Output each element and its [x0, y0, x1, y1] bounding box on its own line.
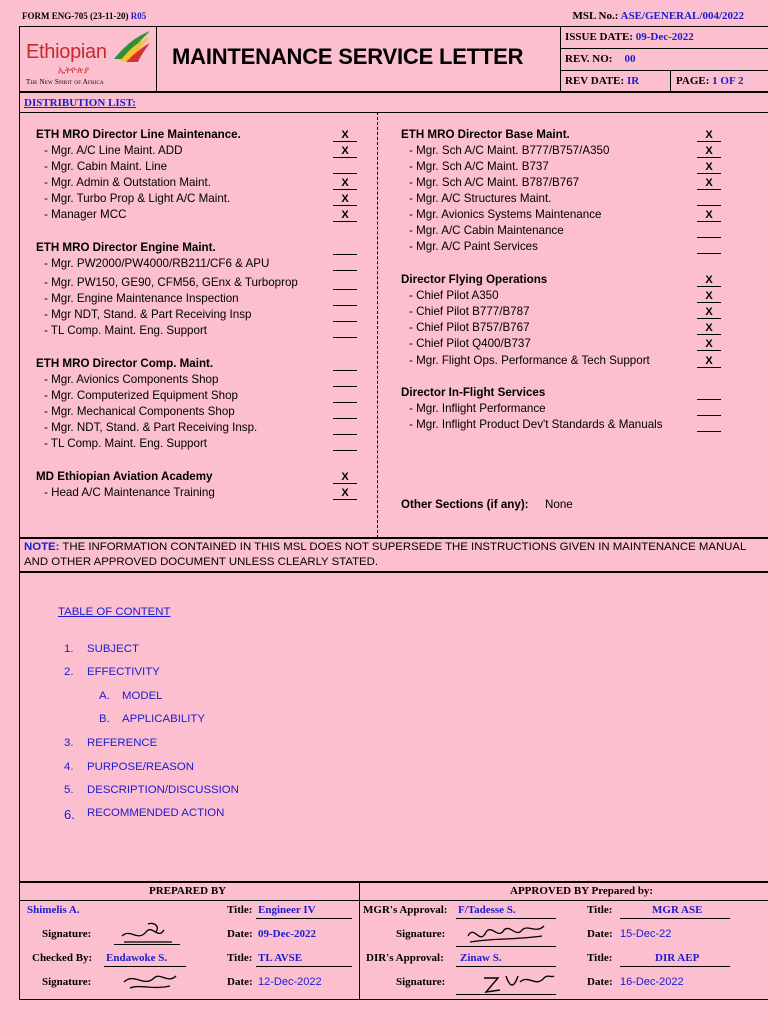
distribution-item: - Mgr. A/C Cabin Maintenance — [409, 224, 564, 237]
distribution-item: - Mgr. Sch A/C Maint. B787/B767 — [409, 176, 580, 189]
toc-item-number: A. — [99, 690, 110, 702]
toc-item[interactable]: MODEL — [122, 690, 163, 702]
mgr-title: MGR ASE — [652, 904, 703, 916]
checked-by-label: Checked By: — [32, 952, 93, 964]
distribution-item: - Chief Pilot Q400/B737 — [409, 337, 531, 350]
mgr-date-label: Date: — [587, 928, 613, 940]
distribution-mark: X — [697, 338, 721, 351]
toc-title: TABLE OF CONTENT — [58, 606, 171, 618]
content-frame — [19, 572, 768, 882]
distribution-mark — [697, 403, 721, 416]
distribution-mark: X — [697, 290, 721, 303]
distribution-item: - Chief Pilot B777/B787 — [409, 305, 530, 318]
mgr-date: 15-Dec-22 — [620, 928, 672, 940]
dir-date-label: Date: — [587, 976, 613, 988]
distribution-item: - Mgr. Avionics Components Shop — [44, 373, 219, 386]
distribution-item: - Mgr. Avionics Systems Maintenance — [409, 208, 602, 221]
preparer-name: Shimelis A. — [27, 904, 80, 916]
distribution-item: - Mgr. NDT, Stand. & Part Receiving Insp. — [44, 421, 258, 434]
distribution-mark: X — [333, 471, 357, 484]
checker-signature-icon — [120, 968, 180, 999]
distribution-mark — [697, 193, 721, 206]
logo-tagline: The New Spirit of Africa — [26, 78, 104, 86]
toc-item-number: B. — [99, 713, 110, 725]
logo-amharic: ኢትዮጵያ — [58, 65, 90, 75]
toc-item[interactable]: PURPOSE/REASON — [87, 761, 194, 773]
distribution-item: - Mgr NDT, Stand. & Part Receiving Insp — [44, 308, 252, 321]
distribution-item: - Mgr. Engine Maintenance Inspection — [44, 292, 239, 305]
distribution-item: - Mgr. PW2000/PW4000/RB211/CF6 & APU — [44, 257, 270, 270]
checker-title: TL AVSE — [258, 952, 303, 964]
distribution-mark: X — [333, 193, 357, 206]
distribution-mark: X — [697, 145, 721, 158]
prepared-by-header: PREPARED BY — [149, 885, 227, 897]
distribution-mark — [697, 387, 721, 400]
toc-item-number: 5. — [64, 784, 74, 796]
distribution-item: - Mgr. Sch A/C Maint. B737 — [409, 160, 549, 173]
distribution-item: - Mgr. Inflight Product Dev't Standards & Manuals — [409, 418, 663, 431]
toc-item-number: 3. — [64, 737, 74, 749]
distribution-item: - Mgr. A/C Paint Services — [409, 240, 538, 253]
distribution-mark — [697, 225, 721, 238]
toc-item[interactable]: APPLICABILITY — [122, 713, 205, 725]
distribution-mark — [333, 242, 357, 255]
dir-date: 16-Dec-2022 — [620, 976, 684, 988]
dir-signature-label: Signature: — [396, 976, 446, 988]
msl-number: MSL No.: ASE/GENERAL/004/2022 — [572, 10, 744, 22]
distribution-item: - Mgr. Turbo Prop & Light A/C Maint. — [44, 192, 231, 205]
note-body: THE INFORMATION CONTAINED IN THIS MSL DOES NOT SUPERSEDE THE INSTRUCTIONS GIVEN IN MAINTENANCE MANUAL AND OTHER APPROVED DOCUMENT UNLESS CLEARLY STATED. — [24, 541, 746, 568]
mgr-title-label: Title: — [587, 904, 613, 916]
distribution-item: - TL Comp. Maint. Eng. Support — [44, 324, 208, 337]
issue-date: ISSUE DATE: 09-Dec-2022 — [565, 31, 694, 43]
preparer-signature-icon — [118, 918, 178, 951]
distribution-item: - Mgr. Inflight Performance — [409, 402, 546, 415]
distribution-item: - Head A/C Maintenance Training — [44, 486, 215, 499]
preparer-title: Engineer IV — [258, 904, 316, 916]
distribution-item: - Chief Pilot A350 — [409, 289, 499, 302]
distribution-mark: X — [697, 322, 721, 335]
distribution-mark: X — [697, 209, 721, 222]
preparer-signature-label: Signature: — [42, 928, 92, 940]
distribution-mark — [333, 161, 357, 174]
toc-item[interactable]: RECOMMENDED ACTION — [87, 807, 225, 819]
distribution-mark — [333, 374, 357, 387]
toc-item-number: 4. — [64, 761, 74, 773]
toc-item[interactable]: EFFECTIVITY — [87, 666, 160, 678]
preparer-date-label: Date: — [227, 928, 253, 940]
distribution-mark — [333, 358, 357, 371]
distribution-item: - Mgr. A/C Structures Maint. — [409, 192, 552, 205]
distribution-mark — [333, 422, 357, 435]
distribution-mark — [333, 325, 357, 338]
distribution-group-heading: Director In-Flight Services — [401, 386, 546, 399]
mgr-signature-label: Signature: — [396, 928, 446, 940]
distribution-mark: X — [333, 145, 357, 158]
checker-name: Endawoke S. — [106, 952, 168, 964]
distribution-mark — [333, 390, 357, 403]
toc-item-number: 2. — [64, 666, 74, 678]
distribution-mark: X — [697, 274, 721, 287]
distribution-group-heading: ETH MRO Director Comp. Maint. — [36, 357, 214, 370]
checker-date: 12-Dec-2022 — [258, 976, 322, 988]
distribution-mark: X — [333, 129, 357, 142]
other-sections-label: Other Sections (if any): — [401, 498, 529, 511]
toc-item[interactable]: REFERENCE — [87, 737, 158, 749]
checker-date-label: Date: — [227, 976, 253, 988]
distribution-item: - Mgr. Admin & Outstation Maint. — [44, 176, 211, 189]
document-title: MAINTENANCE SERVICE LETTER — [172, 44, 524, 69]
distribution-item: - Manager MCC — [44, 208, 127, 221]
distribution-mark — [333, 293, 357, 306]
preparer-date: 09-Dec-2022 — [258, 928, 317, 940]
distribution-mark — [333, 309, 357, 322]
distribution-group-heading: ETH MRO Director Base Maint. — [401, 128, 570, 141]
mgr-name: F/Tadesse S. — [458, 904, 516, 916]
distribution-group-heading: MD Ethiopian Aviation Academy — [36, 470, 213, 483]
distribution-group-heading: ETH MRO Director Engine Maint. — [36, 241, 216, 254]
dir-title: DIR AEP — [655, 952, 700, 964]
distribution-mark: X — [697, 161, 721, 174]
distribution-mark: X — [333, 487, 357, 500]
toc-item-number: 6. — [64, 807, 75, 822]
dir-approval-label: DIR's Approval: — [366, 952, 444, 964]
toc-item[interactable]: DESCRIPTION/DISCUSSION — [87, 784, 239, 796]
page-number: PAGE: 1 OF 2 — [676, 75, 744, 87]
other-sections-value: None — [545, 498, 573, 511]
distribution-item: - Chief Pilot B757/B767 — [409, 321, 530, 334]
distribution-group-heading: ETH MRO Director Line Maintenance. — [36, 128, 241, 141]
toc-item[interactable]: SUBJECT — [87, 643, 139, 655]
distribution-mark — [333, 277, 357, 290]
form-code: FORM ENG-705 (23-11-20) R05 — [22, 11, 147, 21]
rev-no: REV. NO: 00 — [565, 53, 636, 65]
distribution-item: - Mgr. A/C Line Maint. ADD — [44, 144, 183, 157]
distribution-mark — [333, 438, 357, 451]
distribution-item: - Mgr. PW150, GE90, CFM56, GEnx & Turboprop — [44, 276, 298, 289]
distribution-item: - Mgr. Mechanical Components Shop — [44, 405, 235, 418]
dir-title-label: Title: — [587, 952, 613, 964]
distribution-item: - Mgr. Cabin Maint. Line — [44, 160, 168, 173]
distribution-item: - TL Comp. Maint. Eng. Support — [44, 437, 208, 450]
distribution-item: - Mgr. Flight Ops. Performance & Tech Support — [409, 354, 650, 367]
rev-date: REV DATE: IR — [565, 75, 640, 87]
distribution-group-heading: Director Flying Operations — [401, 273, 548, 286]
dir-name: Zinaw S. — [460, 952, 502, 964]
distribution-item: - Mgr. Sch A/C Maint. B777/B757/A350 — [409, 144, 610, 157]
distribution-list-label: DISTRIBUTION LIST: — [24, 97, 136, 109]
airline-logo-icon — [112, 29, 152, 68]
checker-title-label: Title: — [227, 952, 253, 964]
distribution-mark: X — [697, 355, 721, 368]
distribution-mark — [333, 406, 357, 419]
distribution-mark: X — [697, 129, 721, 142]
dir-signature-icon — [480, 968, 556, 1001]
preparer-title-label: Title: — [227, 904, 253, 916]
distribution-mark — [697, 419, 721, 432]
distribution-mark — [697, 241, 721, 254]
approved-by-header: APPROVED BY Prepared by: — [510, 885, 654, 897]
distribution-mark: X — [333, 177, 357, 190]
logo-wordmark: Ethiopian — [26, 41, 107, 63]
distribution-mark: X — [333, 209, 357, 222]
mgr-approval-label: MGR's Approval: — [363, 904, 448, 916]
mgr-signature-icon — [464, 920, 548, 953]
toc-item-number: 1. — [64, 643, 74, 655]
distribution-mark: X — [697, 306, 721, 319]
distribution-mark: X — [697, 177, 721, 190]
distribution-item: - Mgr. Computerized Equipment Shop — [44, 389, 238, 402]
checker-signature-label: Signature: — [42, 976, 92, 988]
note-text: NOTE: THE INFORMATION CONTAINED IN THIS MSL DOES NOT SUPERSEDE THE INSTRUCTIONS GIVEN IN MAINTENANCE MANUAL AND OTHER APPROVED DOCUMENT UNLESS CLEARLY STATED. — [24, 541, 746, 568]
distribution-mark — [333, 258, 357, 271]
